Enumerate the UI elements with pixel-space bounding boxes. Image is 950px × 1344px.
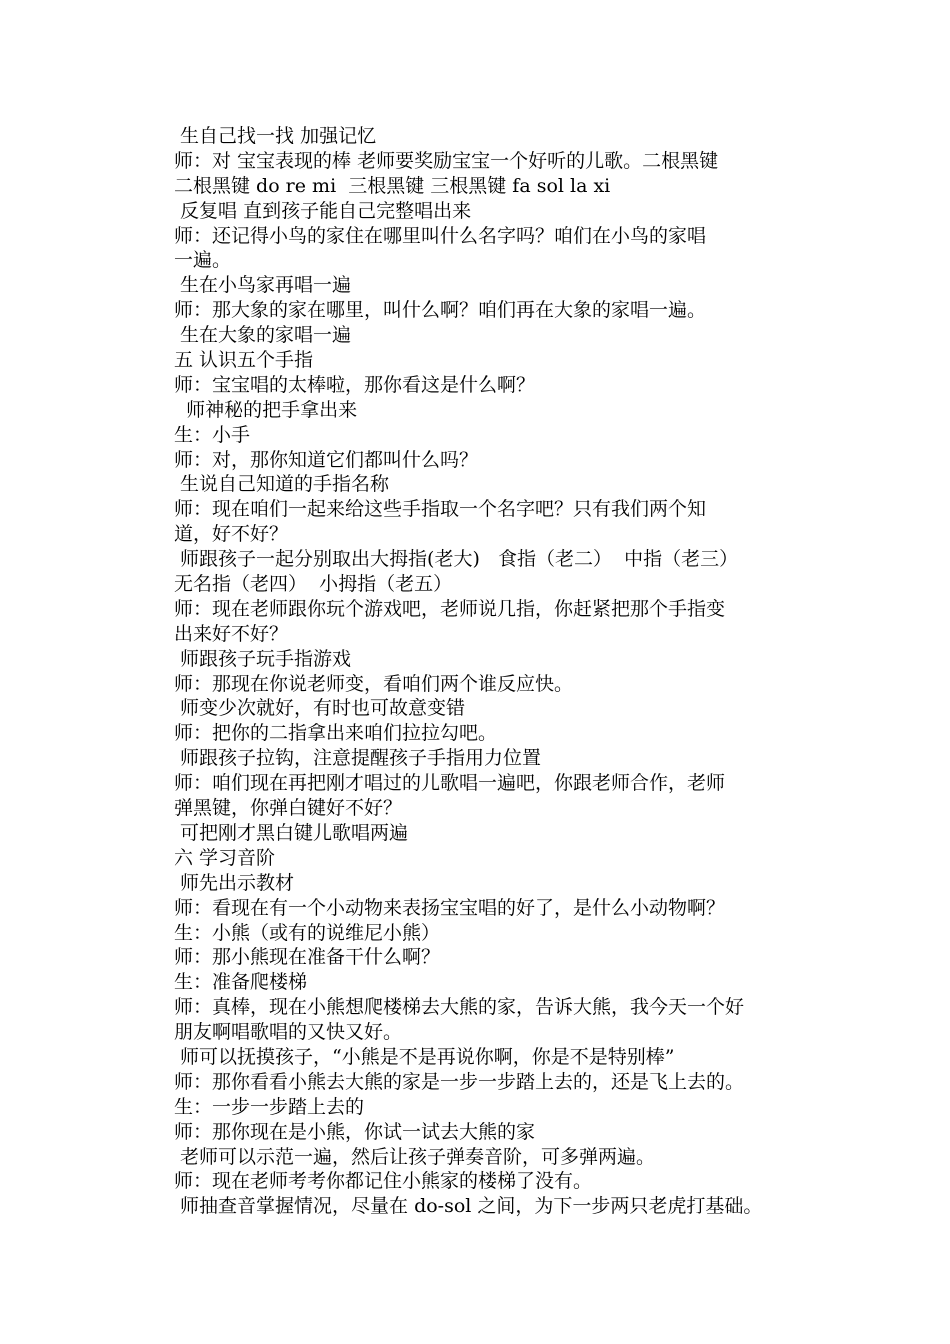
text-line: 弹黑键，你弹白键好不好？ — [174, 797, 403, 820]
text-line: 无名指（老四） 小拇指（老五） — [174, 573, 453, 596]
text-line: 生在大象的家唱一遍 — [174, 324, 352, 347]
text-line: 生：准备爬楼梯 — [174, 971, 308, 994]
text-line: 生：小熊（或有的说维尼小熊） — [174, 921, 441, 944]
text-line: 师：那你看看小熊去大熊的家是一步一步踏上去的，还是飞上去的。 — [174, 1070, 745, 1093]
text-line: 师：宝宝唱的太棒啦，那你看这是什么啊？ — [174, 373, 536, 396]
text-line: 师跟孩子玩手指游戏 — [174, 647, 352, 670]
text-line: 师：现在老师考考你都记住小熊家的楼梯了没有。 — [174, 1170, 593, 1193]
text-line: 师先出示教材 — [174, 871, 295, 894]
text-line: 师：咱们现在再把刚才唱过的儿歌唱一遍吧，你跟老师合作，老师 — [174, 772, 726, 795]
text-line: 朋友啊唱歌唱的又快又好。 — [174, 1021, 403, 1044]
text-line: 师：那小熊现在准备干什么啊？ — [174, 946, 441, 969]
text-line: 师：那大象的家在哪里，叫什么啊？咱们再在大象的家唱一遍。 — [174, 299, 707, 322]
text-line: 一遍。 — [174, 249, 232, 272]
text-line: 师：那现在你说老师变，看咱们两个谁反应快。 — [174, 672, 574, 695]
text-line: 师神秘的把手拿出来 — [174, 398, 358, 421]
text-line: 师可以抚摸孩子，“小熊是不是再说你啊，你是不是特别棒” — [174, 1045, 675, 1068]
text-line: 生说自己知道的手指名称 — [174, 473, 390, 496]
text-line: 生自己找一找 加强记忆 — [174, 125, 377, 147]
text-line: 师：现在咱们一起来给这些手指取一个名字吧？只有我们两个知 — [174, 498, 707, 521]
text-line: 反复唱 直到孩子能自己完整唱出来 — [174, 199, 472, 222]
text-line: 师跟孩子一起分别取出大拇指(老大) 食指（老二） 中指（老三） — [174, 548, 739, 571]
text-line: 道，好不好？ — [174, 523, 289, 546]
text-line: 师：对 宝宝表现的棒 老师要奖励宝宝一个好听的儿歌。二根黑键 — [174, 149, 719, 172]
text-line: 生在小鸟家再唱一遍 — [174, 274, 352, 297]
text-line: 老师可以示范一遍，然后让孩子弹奏音阶，可多弹两遍。 — [174, 1145, 656, 1168]
text-line: 师：看现在有一个小动物来表扬宝宝唱的好了，是什么小动物啊？ — [174, 896, 726, 919]
text-line: 师跟孩子拉钩，注意提醒孩子手指用力位置 — [174, 747, 542, 770]
text-line: 师：还记得小鸟的家住在哪里叫什么名字吗？咱们在小鸟的家唱 — [174, 224, 707, 247]
text-line: 可把刚才黑白键儿歌唱两遍 — [174, 821, 409, 844]
text-line: 师：真棒，现在小熊想爬楼梯去大熊的家，告诉大熊，我今天一个好 — [174, 996, 745, 1019]
text-line: 生：一步一步踏上去的 — [174, 1095, 365, 1118]
text-line: 师抽查音掌握情况，尽量在 do-sol 之间，为下一步两只老虎打基础。 — [174, 1195, 763, 1218]
text-line: 师：那你现在是小熊，你试一试去大熊的家 — [174, 1120, 536, 1143]
text-line: 师：现在老师跟你玩个游戏吧，老师说几指，你赶紧把那个手指变 — [174, 597, 726, 620]
text-line: 二根黑键 do re mi 三根黑键 三根黑键 fa sol la xi — [174, 174, 611, 197]
text-line: 师变少次就好，有时也可故意变错 — [174, 697, 466, 720]
text-line: 师：对，那你知道它们都叫什么吗？ — [174, 448, 479, 471]
section-heading: 五 认识五个手指 — [174, 349, 314, 372]
text-line: 师：把你的二指拿出来咱们拉拉勾吧。 — [174, 722, 498, 745]
text-line: 生：小手 — [174, 423, 251, 446]
document-body — [174, 124, 824, 1219]
section-heading: 六 学习音阶 — [174, 846, 276, 869]
text-line: 出来好不好？ — [174, 622, 289, 645]
